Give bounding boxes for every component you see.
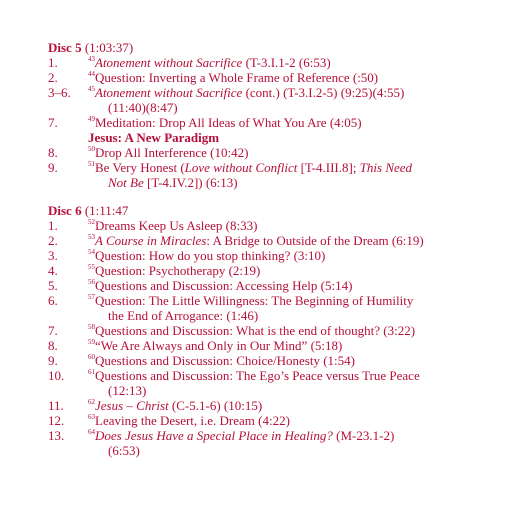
disc-heading xyxy=(48,40,490,55)
track-text: (M-23.1-2) xyxy=(332,428,395,443)
track-number: 3–6. xyxy=(48,85,71,100)
track-number: 9. xyxy=(48,353,58,368)
track-superscript: 49 xyxy=(88,115,95,123)
track-continuation xyxy=(88,175,490,190)
track-entry xyxy=(48,85,490,115)
track-number: 9. xyxy=(48,160,58,175)
track-text: (cont.) (T-3.I.2-5) (9:25)(4:55) xyxy=(242,85,405,100)
track-text: Be Very Honest ( xyxy=(95,160,185,175)
track-superscript: 43 xyxy=(88,55,95,63)
track-entry xyxy=(48,70,490,85)
track-number: 8. xyxy=(48,145,58,160)
track-superscript: 56 xyxy=(88,278,95,286)
track-text: Love without Conflict xyxy=(184,160,298,175)
track-continuation xyxy=(88,100,490,115)
track-number: 3. xyxy=(48,248,58,263)
disc-label: Disc 5 xyxy=(48,40,82,55)
track-entry xyxy=(48,428,490,458)
track-text: Questions and Discussion: The Ego’s Peace versus True Peace xyxy=(95,368,420,383)
track-continuation xyxy=(88,308,490,323)
track-entry xyxy=(48,145,490,160)
disc-label: Disc 6 xyxy=(48,203,82,218)
track-number: 1. xyxy=(48,218,58,233)
track-entry xyxy=(48,338,490,353)
track-number: 11. xyxy=(48,398,64,413)
track-number: 7. xyxy=(48,115,58,130)
track-entry xyxy=(48,160,490,190)
track-text: Question: The Little Willingness: The Beginning of Humility xyxy=(95,293,414,308)
track-entry xyxy=(48,55,490,70)
track-text: Questions and Discussion: What is the end of thought? (3:22) xyxy=(95,323,416,338)
track-continuation xyxy=(88,383,490,398)
section-subheading: Jesus: A New Paradigm xyxy=(88,130,220,145)
track-text: (12:13) xyxy=(108,383,147,398)
track-text: Leaving the Desert, i.e. Dream (4:22) xyxy=(95,413,290,428)
track-superscript: 44 xyxy=(88,70,95,78)
track-text: Not Be xyxy=(108,175,144,190)
track-entry xyxy=(48,398,490,413)
track-text: (11:40)(8:47) xyxy=(108,100,178,115)
track-superscript: 52 xyxy=(88,218,95,226)
track-text: : A Bridge to Outside of the Dream (6:19) xyxy=(206,233,424,248)
track-entry xyxy=(48,218,490,233)
track-text: Atonement without Sacrifice xyxy=(95,55,243,70)
track-text: Atonement without Sacrifice xyxy=(95,85,243,100)
track-number: 10. xyxy=(48,368,65,383)
track-entry xyxy=(48,233,490,248)
track-entry xyxy=(48,248,490,263)
track-entry xyxy=(48,413,490,428)
track-text: Question: Inverting a Whole Frame of Reference (:50) xyxy=(95,70,379,85)
track-superscript: 57 xyxy=(88,293,95,301)
track-text: Does Jesus Have a Special Place in Healing? xyxy=(95,428,333,443)
disc-running-time: (1:03:37) xyxy=(81,40,134,55)
track-text: Dreams Keep Us Asleep (8:33) xyxy=(95,218,258,233)
track-text: [T-4.III.8]; xyxy=(297,160,360,175)
track-superscript: 60 xyxy=(88,353,95,361)
track-superscript: 54 xyxy=(88,248,95,256)
track-superscript: 59 xyxy=(88,338,95,346)
track-number: 7. xyxy=(48,323,58,338)
track-text: This Need xyxy=(359,160,413,175)
track-superscript: 55 xyxy=(88,263,95,271)
track-entry xyxy=(48,368,490,398)
track-number: 6. xyxy=(48,293,58,308)
track-text: Question: How do you stop thinking? (3:10) xyxy=(95,248,326,263)
track-continuation xyxy=(88,443,490,458)
track-text: Questions and Discussion: Choice/Honesty (1:54) xyxy=(95,353,355,368)
track-number: 12. xyxy=(48,413,65,428)
track-number: 2. xyxy=(48,70,58,85)
disc-section xyxy=(48,40,490,190)
track-text: Questions and Discussion: Accessing Help (5:14) xyxy=(95,278,353,293)
track-superscript: 51 xyxy=(88,160,95,168)
track-text: the End of Arrogance: (1:46) xyxy=(108,308,259,323)
track-superscript: 61 xyxy=(88,368,95,376)
track-entry xyxy=(48,323,490,338)
track-text: Question: Psychotherapy (2:19) xyxy=(95,263,261,278)
track-text: Meditation: Drop All Ideas of What You Are (4:05) xyxy=(95,115,362,130)
disc-section xyxy=(48,203,490,458)
track-text: (C-5.1-6) (10:15) xyxy=(168,398,263,413)
track-superscript: 45 xyxy=(88,85,95,93)
track-number: 13. xyxy=(48,428,65,443)
disc-heading xyxy=(48,203,490,218)
track-text: Drop All Interference (10:42) xyxy=(95,145,249,160)
disc-running-time: (1:11:47 xyxy=(81,203,129,218)
track-text: A Course in Miracles xyxy=(95,233,207,248)
track-text: [T-4.IV.2]) (6:13) xyxy=(143,175,238,190)
track-superscript: 63 xyxy=(88,413,95,421)
track-entry xyxy=(48,353,490,368)
track-superscript: 50 xyxy=(88,145,95,153)
track-superscript: 62 xyxy=(88,398,95,406)
track-entry xyxy=(48,293,490,323)
track-number: 8. xyxy=(48,338,58,353)
track-entry xyxy=(48,278,490,293)
track-superscript: 64 xyxy=(88,428,95,436)
track-text: (6:53) xyxy=(108,443,140,458)
track-number: 5. xyxy=(48,278,58,293)
track-superscript: 53 xyxy=(88,233,95,241)
track-number: 1. xyxy=(48,55,58,70)
track-entry xyxy=(48,115,490,130)
track-number: 4. xyxy=(48,263,58,278)
track-text: Jesus – Christ xyxy=(95,398,169,413)
track-entry xyxy=(48,263,490,278)
track-superscript: 58 xyxy=(88,323,95,331)
track-text: “We Are Always and Only in Our Mind” (5:18) xyxy=(95,338,343,353)
track-text: (T-3.I.1-2 (6:53) xyxy=(242,55,331,70)
track-number: 2. xyxy=(48,233,58,248)
